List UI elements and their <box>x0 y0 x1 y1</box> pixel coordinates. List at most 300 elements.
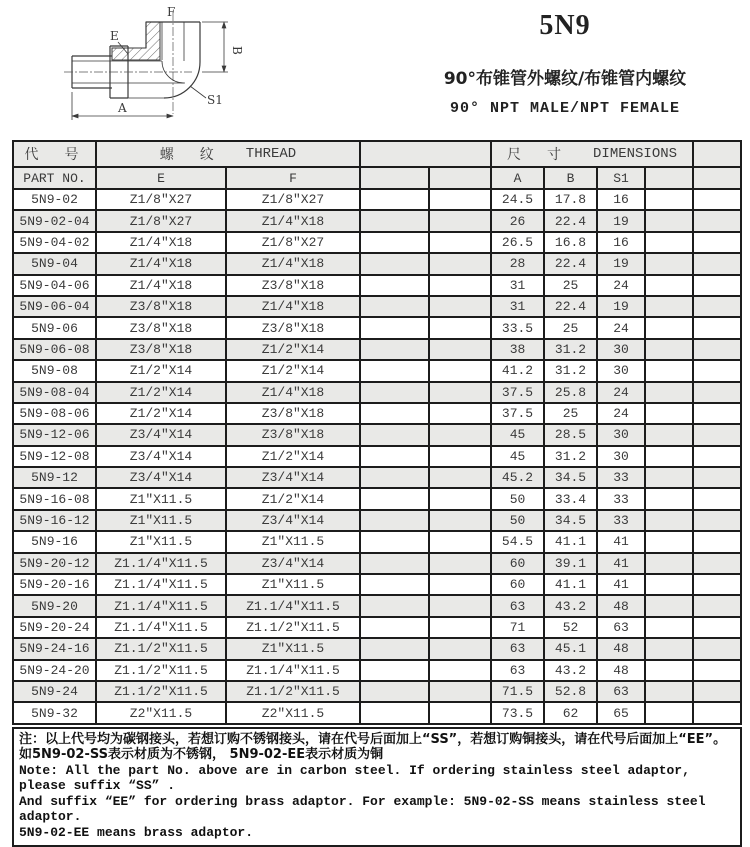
cell-f: Z3/8″X18 <box>226 317 360 338</box>
cell-sp3 <box>645 339 693 360</box>
cell-part: 5N9-08-06 <box>13 403 96 424</box>
section-hatch <box>112 22 160 60</box>
cell-b: 34.5 <box>544 510 597 531</box>
cell-sp4 <box>693 275 741 296</box>
cell-a: 45 <box>491 424 544 445</box>
cell-sp2 <box>429 360 491 381</box>
cell-f: Z3/4″X14 <box>226 467 360 488</box>
cell-b: 34.5 <box>544 467 597 488</box>
cell-sp1 <box>360 595 429 616</box>
cell-a: 54.5 <box>491 531 544 552</box>
cell-s1: 24 <box>597 382 645 403</box>
header-empty-2 <box>429 167 491 189</box>
table-row <box>13 660 741 681</box>
cell-a: 37.5 <box>491 403 544 424</box>
cell-b: 25 <box>544 317 597 338</box>
cell-part: 5N9-12-06 <box>13 424 96 445</box>
cell-s1: 19 <box>597 253 645 274</box>
cell-f: Z3/8″X18 <box>226 275 360 296</box>
cell-part: 5N9-24 <box>13 681 96 702</box>
cell-e: Z1″X11.5 <box>96 488 226 509</box>
header-col-f: F <box>226 167 360 189</box>
cell-s1: 24 <box>597 403 645 424</box>
cell-part: 5N9-06-04 <box>13 296 96 317</box>
cell-b: 31.2 <box>544 446 597 467</box>
cell-sp3 <box>645 275 693 296</box>
cell-e: Z1/4″X18 <box>96 253 226 274</box>
cell-e: Z1.1/4″X11.5 <box>96 617 226 638</box>
fitting-technical-drawing <box>50 4 250 136</box>
cell-sp4 <box>693 488 741 509</box>
table-row <box>13 317 741 338</box>
table-row <box>13 189 741 210</box>
cell-sp4 <box>693 531 741 552</box>
cell-sp2 <box>429 488 491 509</box>
cell-e: Z3/8″X18 <box>96 317 226 338</box>
cell-f: Z1/2″X14 <box>226 446 360 467</box>
table-row <box>13 424 741 445</box>
cell-sp1 <box>360 617 429 638</box>
cell-s1: 30 <box>597 424 645 445</box>
note-line-en-3: 5N9-02-EE means brass adaptor. <box>19 824 254 840</box>
cell-s1: 63 <box>597 681 645 702</box>
cell-sp1 <box>360 382 429 403</box>
table-row <box>13 275 741 296</box>
cell-a: 24.5 <box>491 189 544 210</box>
header-thread: 螺 纹 THREAD <box>96 141 360 167</box>
cell-b: 62 <box>544 702 597 723</box>
cell-sp4 <box>693 232 741 253</box>
cell-sp4 <box>693 574 741 595</box>
cell-sp1 <box>360 189 429 210</box>
cell-part: 5N9-04-02 <box>13 232 96 253</box>
note-line-en-1: Note: All the part No. above are in carbon steel. If ordering stainless steel adaptor, please suffix “SS” . <box>19 762 690 794</box>
cell-s1: 48 <box>597 638 645 659</box>
cell-part: 5N9-24-20 <box>13 660 96 681</box>
header-dimensions: 尺 寸 DIMENSIONS <box>491 141 693 167</box>
table-row <box>13 488 741 509</box>
cell-e: Z1″X11.5 <box>96 531 226 552</box>
cell-a: 28 <box>491 253 544 274</box>
cell-sp3 <box>645 617 693 638</box>
header-col-s1: S1 <box>597 167 645 189</box>
cell-e: Z1/8″X27 <box>96 189 226 210</box>
cell-s1: 41 <box>597 531 645 552</box>
cell-sp3 <box>645 189 693 210</box>
cell-sp2 <box>429 553 491 574</box>
table-row <box>13 296 741 317</box>
cell-b: 25 <box>544 403 597 424</box>
cell-sp3 <box>645 574 693 595</box>
cell-sp4 <box>693 702 741 723</box>
cell-part: 5N9-20-24 <box>13 617 96 638</box>
cell-sp1 <box>360 553 429 574</box>
header-col-a: A <box>491 167 544 189</box>
cell-b: 33.4 <box>544 488 597 509</box>
note-line-cn-2: 如5N9-02-SS表示材质为不锈钢， 5N9-02-EE表示材质为铜 <box>19 747 384 763</box>
cell-e: Z3/8″X18 <box>96 339 226 360</box>
cell-part: 5N9-20-12 <box>13 553 96 574</box>
header-col-b: B <box>544 167 597 189</box>
cell-sp3 <box>645 510 693 531</box>
cell-sp4 <box>693 553 741 574</box>
cell-b: 25 <box>544 275 597 296</box>
cell-sp4 <box>693 189 741 210</box>
cell-sp3 <box>645 681 693 702</box>
table-row <box>13 617 741 638</box>
cell-e: Z3/4″X14 <box>96 446 226 467</box>
cell-part: 5N9-04 <box>13 253 96 274</box>
cell-sp3 <box>645 232 693 253</box>
cell-sp4 <box>693 210 741 231</box>
cell-sp2 <box>429 531 491 552</box>
cell-f: Z1/4″X18 <box>226 382 360 403</box>
cell-part: 5N9-02 <box>13 189 96 210</box>
cell-part: 5N9-16-08 <box>13 488 96 509</box>
title-chinese: 90°布锥管外螺纹/布锥管内螺纹 <box>443 69 687 89</box>
cell-b: 25.8 <box>544 382 597 403</box>
cell-sp3 <box>645 488 693 509</box>
cell-e: Z1.1/2″X11.5 <box>96 681 226 702</box>
cell-e: Z1″X11.5 <box>96 510 226 531</box>
cell-sp4 <box>693 660 741 681</box>
cell-sp3 <box>645 424 693 445</box>
cell-a: 63 <box>491 638 544 659</box>
cell-a: 45 <box>491 446 544 467</box>
cell-sp3 <box>645 360 693 381</box>
cell-part: 5N9-20-16 <box>13 574 96 595</box>
cell-sp2 <box>429 382 491 403</box>
cell-sp4 <box>693 253 741 274</box>
cell-sp1 <box>360 488 429 509</box>
cell-a: 50 <box>491 510 544 531</box>
cell-sp4 <box>693 681 741 702</box>
title-english: 90° NPT MALE/NPT FEMALE <box>449 100 681 117</box>
label-S1: S1 <box>207 93 223 107</box>
cell-s1: 33 <box>597 488 645 509</box>
cell-a: 26.5 <box>491 232 544 253</box>
label-E: E <box>110 29 119 43</box>
cell-a: 71.5 <box>491 681 544 702</box>
cell-sp1 <box>360 317 429 338</box>
cell-sp1 <box>360 403 429 424</box>
cell-b: 41.1 <box>544 574 597 595</box>
cell-sp1 <box>360 660 429 681</box>
cell-f: Z1″X11.5 <box>226 574 360 595</box>
cell-s1: 24 <box>597 317 645 338</box>
cell-e: Z3/4″X14 <box>96 467 226 488</box>
cell-sp4 <box>693 595 741 616</box>
cell-b: 43.2 <box>544 660 597 681</box>
header-spacer-left <box>360 141 491 167</box>
cell-sp3 <box>645 296 693 317</box>
cell-f: Z1/8″X27 <box>226 232 360 253</box>
cell-sp4 <box>693 617 741 638</box>
cell-a: 60 <box>491 574 544 595</box>
model-number: 5N9 <box>539 10 591 41</box>
cell-s1: 30 <box>597 360 645 381</box>
cell-part: 5N9-12-08 <box>13 446 96 467</box>
cell-sp2 <box>429 702 491 723</box>
cell-f: Z1/4″X18 <box>226 210 360 231</box>
cell-sp3 <box>645 660 693 681</box>
note-line-en-2: And suffix “EE” for ordering brass adaptor. For example: 5N9-02-SS means stainless steel adaptor. <box>19 793 706 825</box>
cell-s1: 65 <box>597 702 645 723</box>
cell-f: Z1/4″X18 <box>226 253 360 274</box>
cell-part: 5N9-16 <box>13 531 96 552</box>
cell-b: 22.4 <box>544 210 597 231</box>
cell-sp2 <box>429 617 491 638</box>
cell-sp3 <box>645 531 693 552</box>
cell-part: 5N9-06 <box>13 317 96 338</box>
cell-a: 31 <box>491 296 544 317</box>
cell-s1: 63 <box>597 617 645 638</box>
table-row <box>13 360 741 381</box>
cell-a: 33.5 <box>491 317 544 338</box>
cell-b: 31.2 <box>544 339 597 360</box>
cell-f: Z1″X11.5 <box>226 531 360 552</box>
cell-sp2 <box>429 424 491 445</box>
cell-sp1 <box>360 360 429 381</box>
cell-b: 52.8 <box>544 681 597 702</box>
parts-table <box>12 140 742 725</box>
cell-sp4 <box>693 317 741 338</box>
cell-sp2 <box>429 510 491 531</box>
cell-sp2 <box>429 660 491 681</box>
cell-e: Z1.1/4″X11.5 <box>96 574 226 595</box>
cell-b: 28.5 <box>544 424 597 445</box>
cell-f: Z1.1/2″X11.5 <box>226 681 360 702</box>
cell-a: 50 <box>491 488 544 509</box>
cell-sp2 <box>429 638 491 659</box>
cell-sp4 <box>693 339 741 360</box>
cell-s1: 16 <box>597 189 645 210</box>
cell-f: Z1/2″X14 <box>226 339 360 360</box>
cell-s1: 41 <box>597 574 645 595</box>
cell-sp3 <box>645 403 693 424</box>
label-B: B <box>230 46 244 55</box>
cell-b: 17.8 <box>544 189 597 210</box>
header-part-no-en: PART NO. <box>13 167 96 189</box>
cell-s1: 48 <box>597 660 645 681</box>
header-part-no-cn: 代 号 <box>13 141 96 167</box>
cell-sp3 <box>645 553 693 574</box>
cell-sp3 <box>645 638 693 659</box>
cell-b: 52 <box>544 617 597 638</box>
cell-e: Z1/2″X14 <box>96 360 226 381</box>
table-row <box>13 382 741 403</box>
cell-sp1 <box>360 424 429 445</box>
cell-a: 31 <box>491 275 544 296</box>
table-row <box>13 403 741 424</box>
cell-s1: 33 <box>597 467 645 488</box>
cell-b: 41.1 <box>544 531 597 552</box>
cell-a: 63 <box>491 595 544 616</box>
header-empty-4 <box>693 167 741 189</box>
cell-s1: 33 <box>597 510 645 531</box>
cell-e: Z1.1/4″X11.5 <box>96 595 226 616</box>
cell-a: 71 <box>491 617 544 638</box>
cell-sp2 <box>429 232 491 253</box>
cell-a: 41.2 <box>491 360 544 381</box>
title-block <box>400 10 730 117</box>
cell-sp1 <box>360 275 429 296</box>
cell-f: Z2″X11.5 <box>226 702 360 723</box>
cell-s1: 16 <box>597 232 645 253</box>
cell-f: Z1″X11.5 <box>226 638 360 659</box>
label-F: F <box>167 5 176 19</box>
cell-s1: 24 <box>597 275 645 296</box>
table-row <box>13 702 741 723</box>
cell-b: 16.8 <box>544 232 597 253</box>
cell-part: 5N9-12 <box>13 467 96 488</box>
cell-f: Z1/4″X18 <box>226 296 360 317</box>
cell-sp1 <box>360 702 429 723</box>
cell-sp4 <box>693 403 741 424</box>
table-row <box>13 446 741 467</box>
cell-sp2 <box>429 189 491 210</box>
cell-e: Z2″X11.5 <box>96 702 226 723</box>
cell-sp1 <box>360 253 429 274</box>
cell-sp1 <box>360 232 429 253</box>
cell-part: 5N9-04-06 <box>13 275 96 296</box>
cell-f: Z1.1/4″X11.5 <box>226 595 360 616</box>
cell-part: 5N9-32 <box>13 702 96 723</box>
cell-e: Z1.1/2″X11.5 <box>96 638 226 659</box>
cell-e: Z1.1/2″X11.5 <box>96 660 226 681</box>
cell-f: Z1/2″X14 <box>226 488 360 509</box>
cell-sp3 <box>645 210 693 231</box>
cell-sp3 <box>645 317 693 338</box>
cell-f: Z1.1/2″X11.5 <box>226 617 360 638</box>
cell-f: Z1/8″X27 <box>226 189 360 210</box>
cell-f: Z3/8″X18 <box>226 424 360 445</box>
cell-sp1 <box>360 574 429 595</box>
table-row <box>13 232 741 253</box>
cell-sp2 <box>429 275 491 296</box>
cell-sp1 <box>360 210 429 231</box>
cell-part: 5N9-20 <box>13 595 96 616</box>
cell-sp4 <box>693 467 741 488</box>
table-row <box>13 467 741 488</box>
cell-e: Z1/2″X14 <box>96 382 226 403</box>
cell-sp2 <box>429 339 491 360</box>
cell-sp3 <box>645 446 693 467</box>
cell-part: 5N9-08 <box>13 360 96 381</box>
cell-a: 63 <box>491 660 544 681</box>
header-spacer-right <box>693 141 741 167</box>
cell-e: Z1/8″X27 <box>96 210 226 231</box>
cell-sp2 <box>429 574 491 595</box>
cell-b: 22.4 <box>544 296 597 317</box>
cell-sp2 <box>429 595 491 616</box>
header-empty-3 <box>645 167 693 189</box>
cell-e: Z1/4″X18 <box>96 232 226 253</box>
table-row <box>13 553 741 574</box>
cell-sp4 <box>693 360 741 381</box>
cell-e: Z3/8″X18 <box>96 296 226 317</box>
cell-s1: 30 <box>597 339 645 360</box>
cell-b: 39.1 <box>544 553 597 574</box>
cell-part: 5N9-08-04 <box>13 382 96 403</box>
cell-part: 5N9-16-12 <box>13 510 96 531</box>
table-header <box>13 141 741 189</box>
cell-sp1 <box>360 339 429 360</box>
cell-sp2 <box>429 446 491 467</box>
cell-b: 31.2 <box>544 360 597 381</box>
cell-s1: 41 <box>597 553 645 574</box>
table-row <box>13 574 741 595</box>
cell-f: Z3/4″X14 <box>226 510 360 531</box>
cell-a: 60 <box>491 553 544 574</box>
table-row <box>13 253 741 274</box>
table-row <box>13 531 741 552</box>
cell-part: 5N9-02-04 <box>13 210 96 231</box>
table-row <box>13 210 741 231</box>
cell-sp3 <box>645 467 693 488</box>
cell-a: 37.5 <box>491 382 544 403</box>
cell-a: 73.5 <box>491 702 544 723</box>
cell-e: Z1/2″X14 <box>96 403 226 424</box>
cell-s1: 30 <box>597 446 645 467</box>
cell-sp4 <box>693 296 741 317</box>
cell-a: 38 <box>491 339 544 360</box>
cell-sp3 <box>645 595 693 616</box>
label-A: A <box>118 101 127 115</box>
notes-box <box>12 727 742 847</box>
cell-s1: 19 <box>597 210 645 231</box>
cell-sp1 <box>360 638 429 659</box>
cell-sp3 <box>645 253 693 274</box>
page-header <box>0 0 750 140</box>
cell-a: 26 <box>491 210 544 231</box>
cell-sp3 <box>645 702 693 723</box>
cell-sp1 <box>360 681 429 702</box>
cell-b: 43.2 <box>544 595 597 616</box>
cell-b: 45.1 <box>544 638 597 659</box>
table-row <box>13 681 741 702</box>
cell-e: Z1/4″X18 <box>96 275 226 296</box>
cell-sp4 <box>693 638 741 659</box>
table-body <box>13 189 741 724</box>
cell-e: Z1.1/4″X11.5 <box>96 553 226 574</box>
table-row <box>13 339 741 360</box>
cell-sp2 <box>429 210 491 231</box>
cell-sp1 <box>360 510 429 531</box>
cell-sp4 <box>693 510 741 531</box>
cell-s1: 48 <box>597 595 645 616</box>
cell-f: Z1.1/4″X11.5 <box>226 660 360 681</box>
cell-sp1 <box>360 296 429 317</box>
table-row <box>13 510 741 531</box>
cell-sp4 <box>693 382 741 403</box>
cell-b: 22.4 <box>544 253 597 274</box>
cell-sp3 <box>645 382 693 403</box>
cell-sp2 <box>429 296 491 317</box>
cell-sp2 <box>429 403 491 424</box>
cell-e: Z3/4″X14 <box>96 424 226 445</box>
cell-sp2 <box>429 317 491 338</box>
cell-part: 5N9-06-08 <box>13 339 96 360</box>
cell-part: 5N9-24-16 <box>13 638 96 659</box>
cell-a: 45.2 <box>491 467 544 488</box>
cell-sp2 <box>429 681 491 702</box>
cell-f: Z3/8″X18 <box>226 403 360 424</box>
cell-f: Z1/2″X14 <box>226 360 360 381</box>
cell-s1: 19 <box>597 296 645 317</box>
cell-sp2 <box>429 467 491 488</box>
cell-f: Z3/4″X14 <box>226 553 360 574</box>
